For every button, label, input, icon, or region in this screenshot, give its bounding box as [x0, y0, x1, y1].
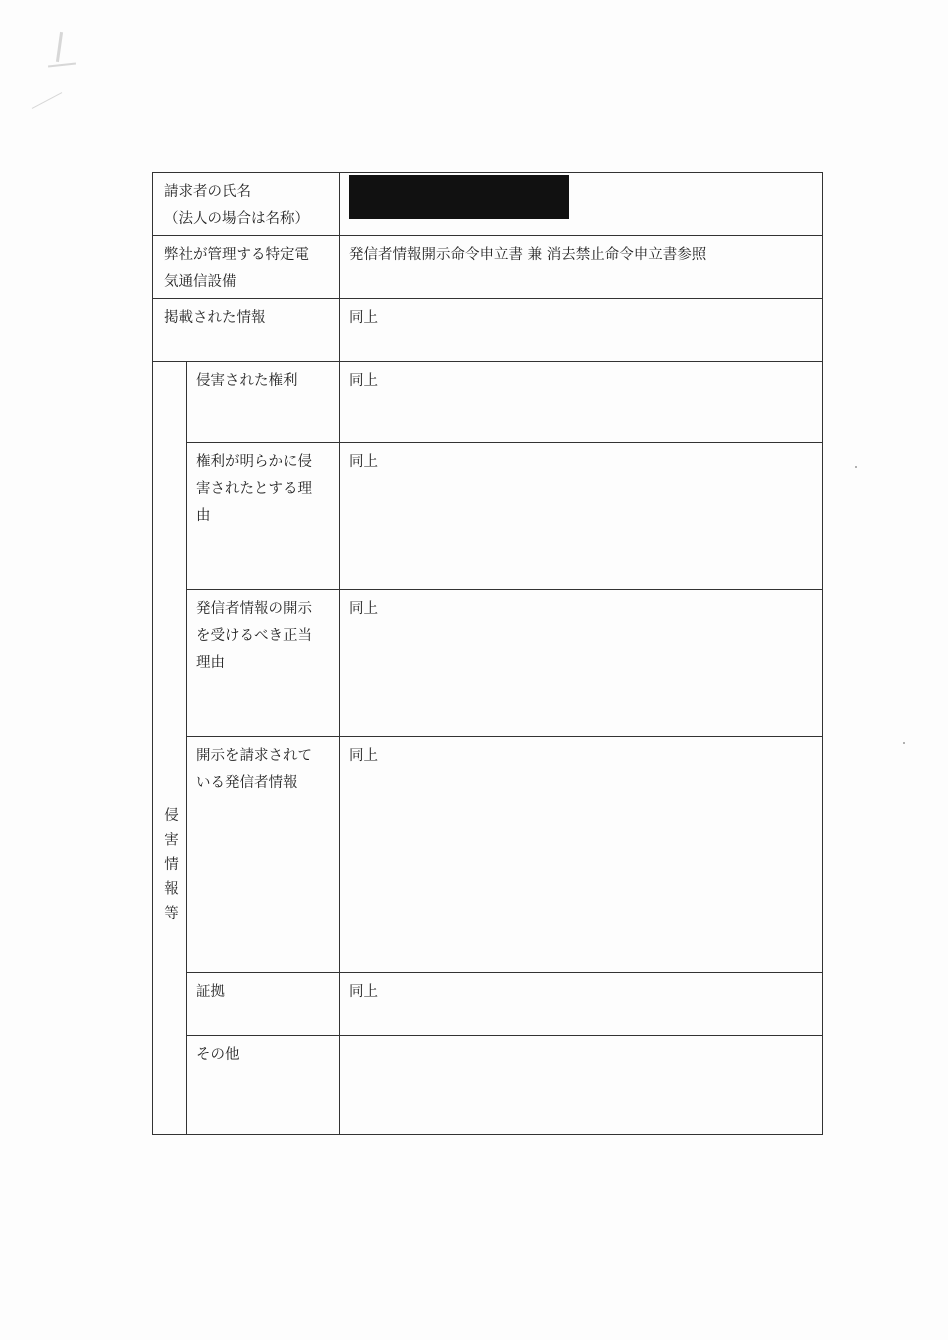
requester-name-label-line1: 請求者の氏名 [164, 184, 251, 200]
requester-name-value [340, 173, 823, 236]
other-value [340, 1036, 823, 1135]
infringed-right-value: 同上 [340, 362, 823, 443]
redaction-block [349, 175, 569, 219]
row-other [153, 1036, 823, 1135]
row-telecom-facility [153, 236, 823, 299]
reason-infringed-value: 同上 [340, 443, 823, 590]
reason-infringed-label-line2: 害されたとする理 [196, 481, 312, 497]
scan-artifact [32, 92, 62, 109]
disclosure-request-form-table [152, 172, 823, 1135]
requested-info-value: 同上 [340, 737, 823, 973]
row-infringed-right [153, 362, 823, 443]
row-requested-info [153, 737, 823, 973]
reason-infringed-label-line1: 権利が明らかに侵 [196, 454, 312, 470]
scan-artifact [56, 32, 63, 62]
other-label: その他 [187, 1036, 340, 1135]
scan-dot [855, 466, 857, 468]
posted-info-value: 同上 [340, 299, 823, 362]
requested-info-label-line2: いる発信者情報 [196, 775, 298, 791]
requested-info-label-line1: 開示を請求されて [196, 748, 312, 764]
row-reason-infringed [153, 443, 823, 590]
requester-name-label-line2: （法人の場合は名称） [164, 211, 309, 227]
group-label: 侵害情報等 [162, 806, 178, 930]
infringed-right-label: 侵害された権利 [187, 362, 340, 443]
group-label-cell [153, 362, 187, 1135]
reason-infringed-label [187, 443, 340, 590]
justifiable-reason-label-line2: を受けるべき正当 [196, 628, 312, 644]
requester-name-label [153, 173, 340, 236]
row-evidence [153, 973, 823, 1036]
telecom-facility-label-line2: 気通信設備 [164, 274, 237, 290]
reason-infringed-label-line3: 由 [196, 508, 211, 524]
justifiable-reason-label [187, 590, 340, 737]
telecom-facility-value: 発信者情報開示命令申立書 兼 消去禁止命令申立書参照 [340, 236, 823, 299]
telecom-facility-label [153, 236, 340, 299]
justifiable-reason-label-line1: 発信者情報の開示 [196, 601, 312, 617]
row-justifiable-reason [153, 590, 823, 737]
telecom-facility-label-line1: 弊社が管理する特定電 [164, 247, 309, 263]
row-requester-name [153, 173, 823, 236]
justifiable-reason-label-line3: 理由 [196, 655, 225, 671]
evidence-value: 同上 [340, 973, 823, 1036]
evidence-label: 証拠 [187, 973, 340, 1036]
justifiable-reason-value: 同上 [340, 590, 823, 737]
row-posted-info [153, 299, 823, 362]
posted-info-label: 掲載された情報 [153, 299, 340, 362]
scan-artifact [48, 63, 76, 68]
requested-info-label [187, 737, 340, 973]
scan-dot [903, 742, 905, 744]
